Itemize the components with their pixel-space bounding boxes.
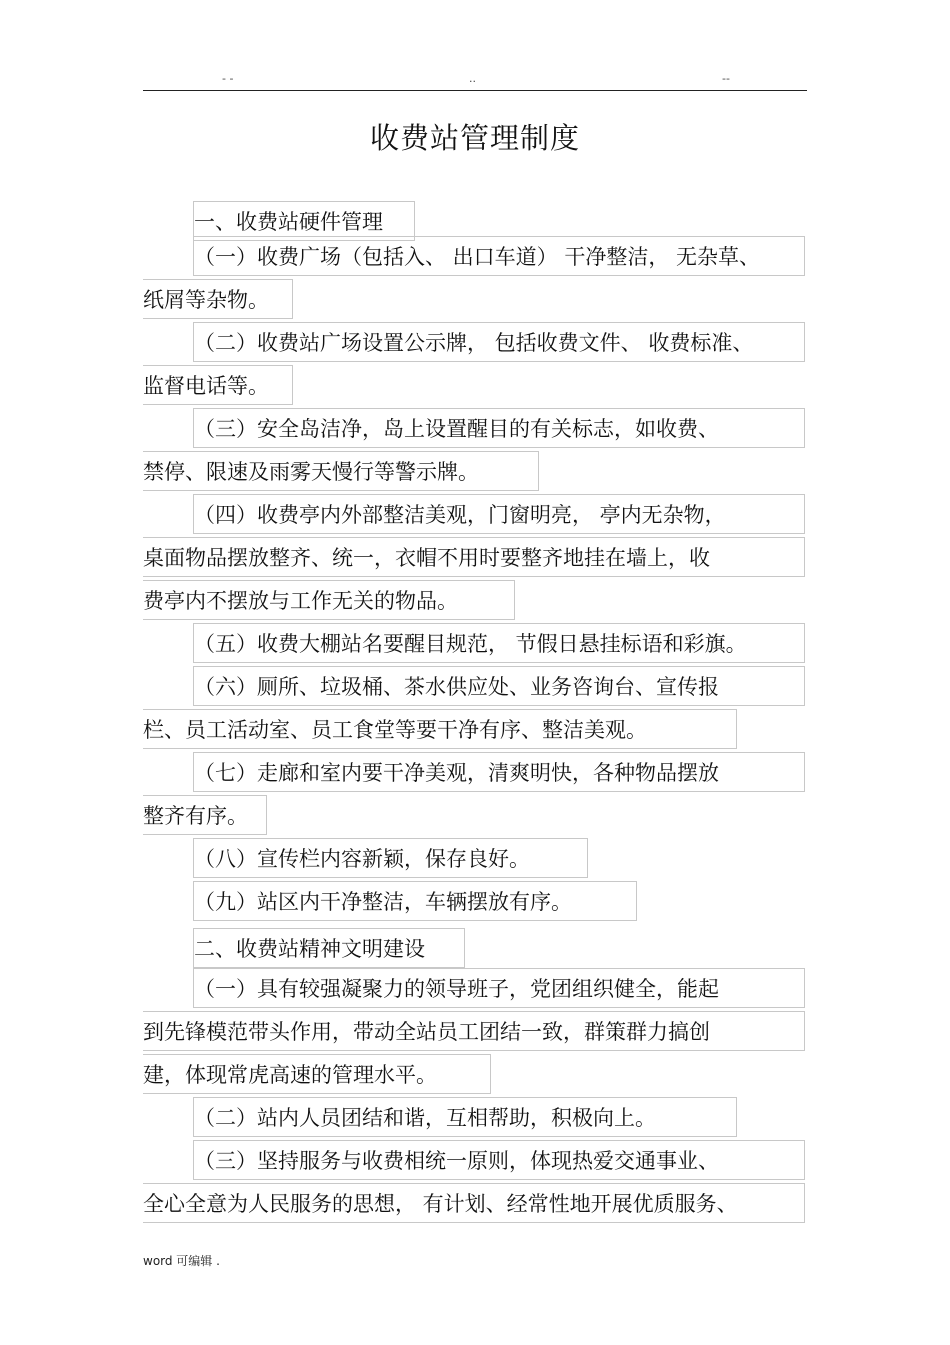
footer-note: word 可编辑 .	[143, 1254, 220, 1268]
paragraph-line: （三）安全岛洁净，岛上设置醒目的有关标志，如收费、	[193, 408, 805, 448]
paragraph-line: （五）收费大棚站名要醒目规范， 节假日悬挂标语和彩旗。	[193, 623, 805, 663]
paragraph-line: 禁停、限速及雨雾天慢行等警示牌。	[143, 451, 539, 491]
paragraph-line: （八）宣传栏内容新颖，保存良好。	[193, 838, 588, 878]
paragraph-line: （一）收费广场（包括入、 出口车道） 干净整洁， 无杂草、	[193, 236, 805, 276]
document-title: 收费站管理制度	[369, 121, 580, 155]
paragraph-line: 纸屑等杂物。	[143, 279, 293, 319]
header-rule	[143, 90, 807, 91]
paragraph-line: 费亭内不摆放与工作无关的物品。	[143, 580, 515, 620]
paragraph-line: （六）厕所、垃圾桶、茶水供应处、业务咨询台、宣传报	[193, 666, 805, 706]
paragraph-line: 建，体现常虎高速的管理水平。	[143, 1054, 491, 1094]
paragraph-line: （二）收费站广场设置公示牌， 包括收费文件、 收费标准、	[193, 322, 805, 362]
paragraph-line: （七）走廊和室内要干净美观，清爽明快，各种物品摆放	[193, 752, 805, 792]
paragraph-line: 整齐有序。	[143, 795, 267, 835]
paragraph-line: （三）坚持服务与收费相统一原则，体现热爱交通事业、	[193, 1140, 805, 1180]
section-heading-2: 二、收费站精神文明建设	[193, 928, 465, 968]
paragraph-line: （一）具有较强凝聚力的领导班子，党团组织健全，能起	[193, 968, 805, 1008]
header-right-mark: --	[722, 72, 730, 85]
paragraph-line: （四）收费亭内外部整洁美观，门窗明亮， 亭内无杂物，	[193, 494, 805, 534]
paragraph-line: 到先锋模范带头作用，带动全站员工团结一致，群策群力搞创	[143, 1011, 805, 1051]
paragraph-line: （二）站内人员团结和谐，互相帮助，积极向上。	[193, 1097, 737, 1137]
header-left-mark: - -	[222, 72, 234, 85]
paragraph-line: 栏、员工活动室、员工食堂等要干净有序、整洁美观。	[143, 709, 737, 749]
paragraph-line: 监督电话等。	[143, 365, 293, 405]
header-center-mark: ..	[469, 72, 476, 85]
section-heading-1: 一、收费站硬件管理	[193, 201, 415, 241]
paragraph-line: 桌面物品摆放整齐、统一，衣帽不用时要整齐地挂在墙上，收	[143, 537, 805, 577]
paragraph-line: （九）站区内干净整洁，车辆摆放有序。	[193, 881, 637, 921]
paragraph-line: 全心全意为人民服务的思想， 有计划、经常性地开展优质服务、	[143, 1183, 805, 1223]
